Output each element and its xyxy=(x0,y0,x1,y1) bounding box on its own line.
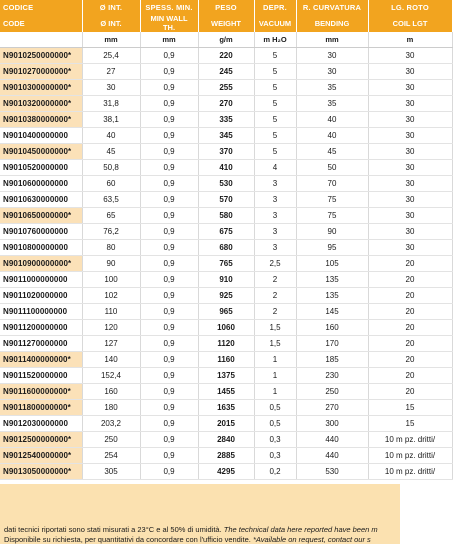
cell-weight: 245 xyxy=(198,64,254,80)
cell-weight: 370 xyxy=(198,144,254,160)
cell-wall-thickness: 0,9 xyxy=(140,288,198,304)
cell-weight: 570 xyxy=(198,192,254,208)
cell-vacuum: 3 xyxy=(254,224,296,240)
cell-bending-radius: 50 xyxy=(296,160,368,176)
cell-weight: 1060 xyxy=(198,320,254,336)
cell-code: N9010600000000 xyxy=(0,176,82,192)
unit-bending: mm xyxy=(296,32,368,48)
cell-int-diameter: 100 xyxy=(82,272,140,288)
col-header-rotolo: LG. ROTO xyxy=(368,0,452,14)
cell-vacuum: 2 xyxy=(254,272,296,288)
cell-bending-radius: 170 xyxy=(296,336,368,352)
cell-code: N9011200000000 xyxy=(0,320,82,336)
cell-coil-length: 10 m pz. dritti/ xyxy=(368,432,452,448)
cell-int-diameter: 127 xyxy=(82,336,140,352)
spec-table-body xyxy=(0,48,452,480)
cell-coil-length: 30 xyxy=(368,240,452,256)
cell-int-diameter: 27 xyxy=(82,64,140,80)
cell-vacuum: 5 xyxy=(254,96,296,112)
cell-weight: 1375 xyxy=(198,368,254,384)
cell-bending-radius: 30 xyxy=(296,48,368,64)
cell-int-diameter: 110 xyxy=(82,304,140,320)
cell-bending-radius: 160 xyxy=(296,320,368,336)
cell-coil-length: 30 xyxy=(368,112,452,128)
cell-weight: 410 xyxy=(198,160,254,176)
table-row xyxy=(0,336,452,352)
cell-bending-radius: 40 xyxy=(296,112,368,128)
cell-coil-length: 20 xyxy=(368,352,452,368)
cell-int-diameter: 45 xyxy=(82,144,140,160)
col-header-spessore: SPESS. MIN. xyxy=(140,0,198,14)
cell-coil-length: 15 xyxy=(368,400,452,416)
cell-int-diameter: 140 xyxy=(82,352,140,368)
table-row xyxy=(0,176,452,192)
cell-coil-length: 30 xyxy=(368,192,452,208)
table-row xyxy=(0,240,452,256)
table-row xyxy=(0,48,452,64)
cell-wall-thickness: 0,9 xyxy=(140,144,198,160)
unit-vacuum: m H₂O xyxy=(254,32,296,48)
cell-wall-thickness: 0,9 xyxy=(140,432,198,448)
cell-coil-length: 20 xyxy=(368,256,452,272)
cell-int-diameter: 31,8 xyxy=(82,96,140,112)
cell-wall-thickness: 0,9 xyxy=(140,352,198,368)
cell-code: N9010400000000 xyxy=(0,128,82,144)
cell-code: N9010900000000* xyxy=(0,256,82,272)
cell-code: N9010650000000* xyxy=(0,208,82,224)
cell-coil-length: 20 xyxy=(368,336,452,352)
cell-weight: 765 xyxy=(198,256,254,272)
cell-int-diameter: 180 xyxy=(82,400,140,416)
unit-wall: mm xyxy=(140,32,198,48)
cell-weight: 965 xyxy=(198,304,254,320)
cell-coil-length: 20 xyxy=(368,304,452,320)
cell-coil-length: 30 xyxy=(368,208,452,224)
cell-vacuum: 3 xyxy=(254,208,296,224)
cell-vacuum: 5 xyxy=(254,48,296,64)
cell-wall-thickness: 0,9 xyxy=(140,176,198,192)
cell-vacuum: 0,3 xyxy=(254,448,296,464)
cell-wall-thickness: 0,9 xyxy=(140,160,198,176)
header-row-italian xyxy=(0,0,452,14)
col-header-peso: PESO xyxy=(198,0,254,14)
col-header-coil-length: COIL LGT xyxy=(368,14,452,32)
cell-bending-radius: 440 xyxy=(296,432,368,448)
cell-wall-thickness: 0,9 xyxy=(140,224,198,240)
table-row xyxy=(0,368,452,384)
cell-vacuum: 5 xyxy=(254,144,296,160)
cell-coil-length: 20 xyxy=(368,288,452,304)
cell-code: N9010270000000* xyxy=(0,64,82,80)
cell-code: N9012030000000 xyxy=(0,416,82,432)
cell-vacuum: 1,5 xyxy=(254,336,296,352)
cell-wall-thickness: 0,9 xyxy=(140,336,198,352)
col-header-codice: CODICE xyxy=(0,0,82,14)
cell-wall-thickness: 0,9 xyxy=(140,48,198,64)
cell-int-diameter: 90 xyxy=(82,256,140,272)
cell-weight: 270 xyxy=(198,96,254,112)
table-row xyxy=(0,320,452,336)
cell-bending-radius: 145 xyxy=(296,304,368,320)
cell-wall-thickness: 0,9 xyxy=(140,464,198,480)
col-header-int-diameter: Ø INT. xyxy=(82,14,140,32)
cell-coil-length: 20 xyxy=(368,368,452,384)
cell-code: N9010760000000 xyxy=(0,224,82,240)
table-row xyxy=(0,128,452,144)
cell-code: N9010320000000* xyxy=(0,96,82,112)
cell-coil-length: 30 xyxy=(368,64,452,80)
cell-code: N9011000000000 xyxy=(0,272,82,288)
cell-coil-length: 30 xyxy=(368,96,452,112)
cell-vacuum: 2,5 xyxy=(254,256,296,272)
cell-vacuum: 0,5 xyxy=(254,400,296,416)
footer-notes xyxy=(0,484,400,544)
cell-vacuum: 0,5 xyxy=(254,416,296,432)
cell-bending-radius: 35 xyxy=(296,80,368,96)
cell-wall-thickness: 0,9 xyxy=(140,192,198,208)
table-row xyxy=(0,352,452,368)
footer-note-measurement-en: The technical data here reported have been m xyxy=(223,525,378,534)
cell-int-diameter: 203,2 xyxy=(82,416,140,432)
cell-coil-length: 30 xyxy=(368,160,452,176)
cell-bending-radius: 70 xyxy=(296,176,368,192)
cell-bending-radius: 95 xyxy=(296,240,368,256)
cell-vacuum: 1 xyxy=(254,384,296,400)
cell-vacuum: 5 xyxy=(254,112,296,128)
cell-coil-length: 30 xyxy=(368,176,452,192)
cell-int-diameter: 250 xyxy=(82,432,140,448)
cell-code: N9011400000000* xyxy=(0,352,82,368)
cell-bending-radius: 300 xyxy=(296,416,368,432)
table-row xyxy=(0,64,452,80)
cell-wall-thickness: 0,9 xyxy=(140,240,198,256)
cell-weight: 1455 xyxy=(198,384,254,400)
cell-code: N9010630000000 xyxy=(0,192,82,208)
cell-coil-length: 20 xyxy=(368,320,452,336)
header-row-english xyxy=(0,14,452,32)
unit-coil: m xyxy=(368,32,452,48)
cell-weight: 335 xyxy=(198,112,254,128)
cell-code: N9012540000000* xyxy=(0,448,82,464)
col-header-weight: WEIGHT xyxy=(198,14,254,32)
table-row xyxy=(0,288,452,304)
cell-code: N9010450000000* xyxy=(0,144,82,160)
table-row xyxy=(0,208,452,224)
table-row xyxy=(0,432,452,448)
cell-weight: 675 xyxy=(198,224,254,240)
cell-int-diameter: 120 xyxy=(82,320,140,336)
cell-vacuum: 5 xyxy=(254,128,296,144)
cell-code: N9011520000000 xyxy=(0,368,82,384)
cell-vacuum: 3 xyxy=(254,240,296,256)
cell-wall-thickness: 0,9 xyxy=(140,64,198,80)
cell-vacuum: 2 xyxy=(254,288,296,304)
cell-coil-length: 10 m pz. dritti/ xyxy=(368,464,452,480)
cell-int-diameter: 65 xyxy=(82,208,140,224)
cell-weight: 220 xyxy=(198,48,254,64)
table-row xyxy=(0,384,452,400)
cell-vacuum: 3 xyxy=(254,192,296,208)
col-header-vacuum: VACUUM xyxy=(254,14,296,32)
table-row xyxy=(0,144,452,160)
cell-int-diameter: 160 xyxy=(82,384,140,400)
cell-bending-radius: 135 xyxy=(296,288,368,304)
cell-bending-radius: 40 xyxy=(296,128,368,144)
cell-vacuum: 0,3 xyxy=(254,432,296,448)
cell-code: N9010520000000 xyxy=(0,160,82,176)
table-row xyxy=(0,192,452,208)
cell-bending-radius: 135 xyxy=(296,272,368,288)
cell-vacuum: 4 xyxy=(254,160,296,176)
cell-code: N9010380000000* xyxy=(0,112,82,128)
table-row xyxy=(0,304,452,320)
cell-vacuum: 2 xyxy=(254,304,296,320)
cell-vacuum: 3 xyxy=(254,176,296,192)
cell-bending-radius: 185 xyxy=(296,352,368,368)
cell-int-diameter: 76,2 xyxy=(82,224,140,240)
cell-bending-radius: 530 xyxy=(296,464,368,480)
cell-wall-thickness: 0,9 xyxy=(140,400,198,416)
cell-weight: 2885 xyxy=(198,448,254,464)
table-row xyxy=(0,112,452,128)
cell-weight: 925 xyxy=(198,288,254,304)
cell-int-diameter: 305 xyxy=(82,464,140,480)
table-row xyxy=(0,400,452,416)
cell-weight: 2840 xyxy=(198,432,254,448)
footer-note-measurement-it: dati tecnici riportati sono stati misurati a 23°C e al 50% di umidità. xyxy=(4,525,224,534)
cell-vacuum: 0,2 xyxy=(254,464,296,480)
cell-vacuum: 1 xyxy=(254,352,296,368)
cell-coil-length: 10 m pz. dritti/ xyxy=(368,448,452,464)
cell-weight: 1635 xyxy=(198,400,254,416)
cell-bending-radius: 230 xyxy=(296,368,368,384)
cell-coil-length: 30 xyxy=(368,48,452,64)
cell-weight: 1120 xyxy=(198,336,254,352)
cell-coil-length: 30 xyxy=(368,128,452,144)
cell-weight: 580 xyxy=(198,208,254,224)
table-row xyxy=(0,96,452,112)
cell-int-diameter: 254 xyxy=(82,448,140,464)
footer-note-availability-it: Disponibile su richiesta, per quantitativi da concordare con l'ufficio vendite. xyxy=(4,535,253,544)
cell-int-diameter: 80 xyxy=(82,240,140,256)
cell-weight: 1160 xyxy=(198,352,254,368)
table-row xyxy=(0,272,452,288)
cell-bending-radius: 440 xyxy=(296,448,368,464)
cell-bending-radius: 75 xyxy=(296,208,368,224)
cell-code: N9010800000000 xyxy=(0,240,82,256)
cell-int-diameter: 25,4 xyxy=(82,48,140,64)
table-row xyxy=(0,416,452,432)
cell-int-diameter: 63,5 xyxy=(82,192,140,208)
cell-wall-thickness: 0,9 xyxy=(140,416,198,432)
cell-wall-thickness: 0,9 xyxy=(140,112,198,128)
table-row xyxy=(0,224,452,240)
cell-weight: 2015 xyxy=(198,416,254,432)
cell-coil-length: 20 xyxy=(368,272,452,288)
cell-wall-thickness: 0,9 xyxy=(140,128,198,144)
cell-wall-thickness: 0,9 xyxy=(140,304,198,320)
cell-bending-radius: 30 xyxy=(296,64,368,80)
cell-weight: 4295 xyxy=(198,464,254,480)
unit-diameter: mm xyxy=(82,32,140,48)
cell-bending-radius: 250 xyxy=(296,384,368,400)
cell-code: N9011020000000 xyxy=(0,288,82,304)
table-row xyxy=(0,80,452,96)
cell-code: N9013050000000* xyxy=(0,464,82,480)
cell-int-diameter: 102 xyxy=(82,288,140,304)
col-header-wall-thickness: MIN WALL TH. xyxy=(140,14,198,32)
cell-weight: 530 xyxy=(198,176,254,192)
cell-code: N9010300000000* xyxy=(0,80,82,96)
cell-wall-thickness: 0,9 xyxy=(140,368,198,384)
table-row xyxy=(0,256,452,272)
col-header-code: CODE xyxy=(0,14,82,32)
table-row xyxy=(0,464,452,480)
cell-bending-radius: 90 xyxy=(296,224,368,240)
cell-code: N9012500000000* xyxy=(0,432,82,448)
cell-weight: 680 xyxy=(198,240,254,256)
cell-bending-radius: 75 xyxy=(296,192,368,208)
footer-note-availability-en: *Available on request, contact our s xyxy=(252,535,371,544)
cell-wall-thickness: 0,9 xyxy=(140,208,198,224)
cell-bending-radius: 45 xyxy=(296,144,368,160)
col-header-depressione: DEPR. xyxy=(254,0,296,14)
cell-int-diameter: 38,1 xyxy=(82,112,140,128)
cell-bending-radius: 35 xyxy=(296,96,368,112)
table-row xyxy=(0,160,452,176)
cell-wall-thickness: 0,9 xyxy=(140,384,198,400)
cell-wall-thickness: 0,9 xyxy=(140,320,198,336)
cell-wall-thickness: 0,9 xyxy=(140,272,198,288)
header-row-units xyxy=(0,32,452,48)
cell-coil-length: 30 xyxy=(368,144,452,160)
table-row xyxy=(0,448,452,464)
cell-weight: 255 xyxy=(198,80,254,96)
cell-wall-thickness: 0,9 xyxy=(140,256,198,272)
cell-int-diameter: 40 xyxy=(82,128,140,144)
cell-int-diameter: 50,8 xyxy=(82,160,140,176)
cell-int-diameter: 60 xyxy=(82,176,140,192)
cell-code: N9011800000000* xyxy=(0,400,82,416)
cell-code: N9011600000000* xyxy=(0,384,82,400)
cell-wall-thickness: 0,9 xyxy=(140,96,198,112)
cell-coil-length: 30 xyxy=(368,224,452,240)
cell-vacuum: 1 xyxy=(254,368,296,384)
cell-wall-thickness: 0,9 xyxy=(140,80,198,96)
cell-coil-length: 15 xyxy=(368,416,452,432)
cell-bending-radius: 270 xyxy=(296,400,368,416)
cell-vacuum: 5 xyxy=(254,80,296,96)
cell-vacuum: 5 xyxy=(254,64,296,80)
cell-coil-length: 20 xyxy=(368,384,452,400)
cell-vacuum: 1,5 xyxy=(254,320,296,336)
cell-int-diameter: 30 xyxy=(82,80,140,96)
col-header-curvatura: R. CURVATURA xyxy=(296,0,368,14)
cell-bending-radius: 105 xyxy=(296,256,368,272)
footer-note-availability xyxy=(4,535,464,544)
unit-weight: g/m xyxy=(198,32,254,48)
footer-note-measurement xyxy=(4,525,464,534)
cell-code: N9010250000000* xyxy=(0,48,82,64)
col-header-diametro: Ø INT. xyxy=(82,0,140,14)
cell-code: N9011270000000 xyxy=(0,336,82,352)
cell-code: N9011100000000 xyxy=(0,304,82,320)
unit-code xyxy=(0,32,82,48)
cell-wall-thickness: 0,9 xyxy=(140,448,198,464)
cell-int-diameter: 152,4 xyxy=(82,368,140,384)
col-header-bending: BENDING xyxy=(296,14,368,32)
cell-coil-length: 30 xyxy=(368,80,452,96)
cell-weight: 345 xyxy=(198,128,254,144)
cell-weight: 910 xyxy=(198,272,254,288)
